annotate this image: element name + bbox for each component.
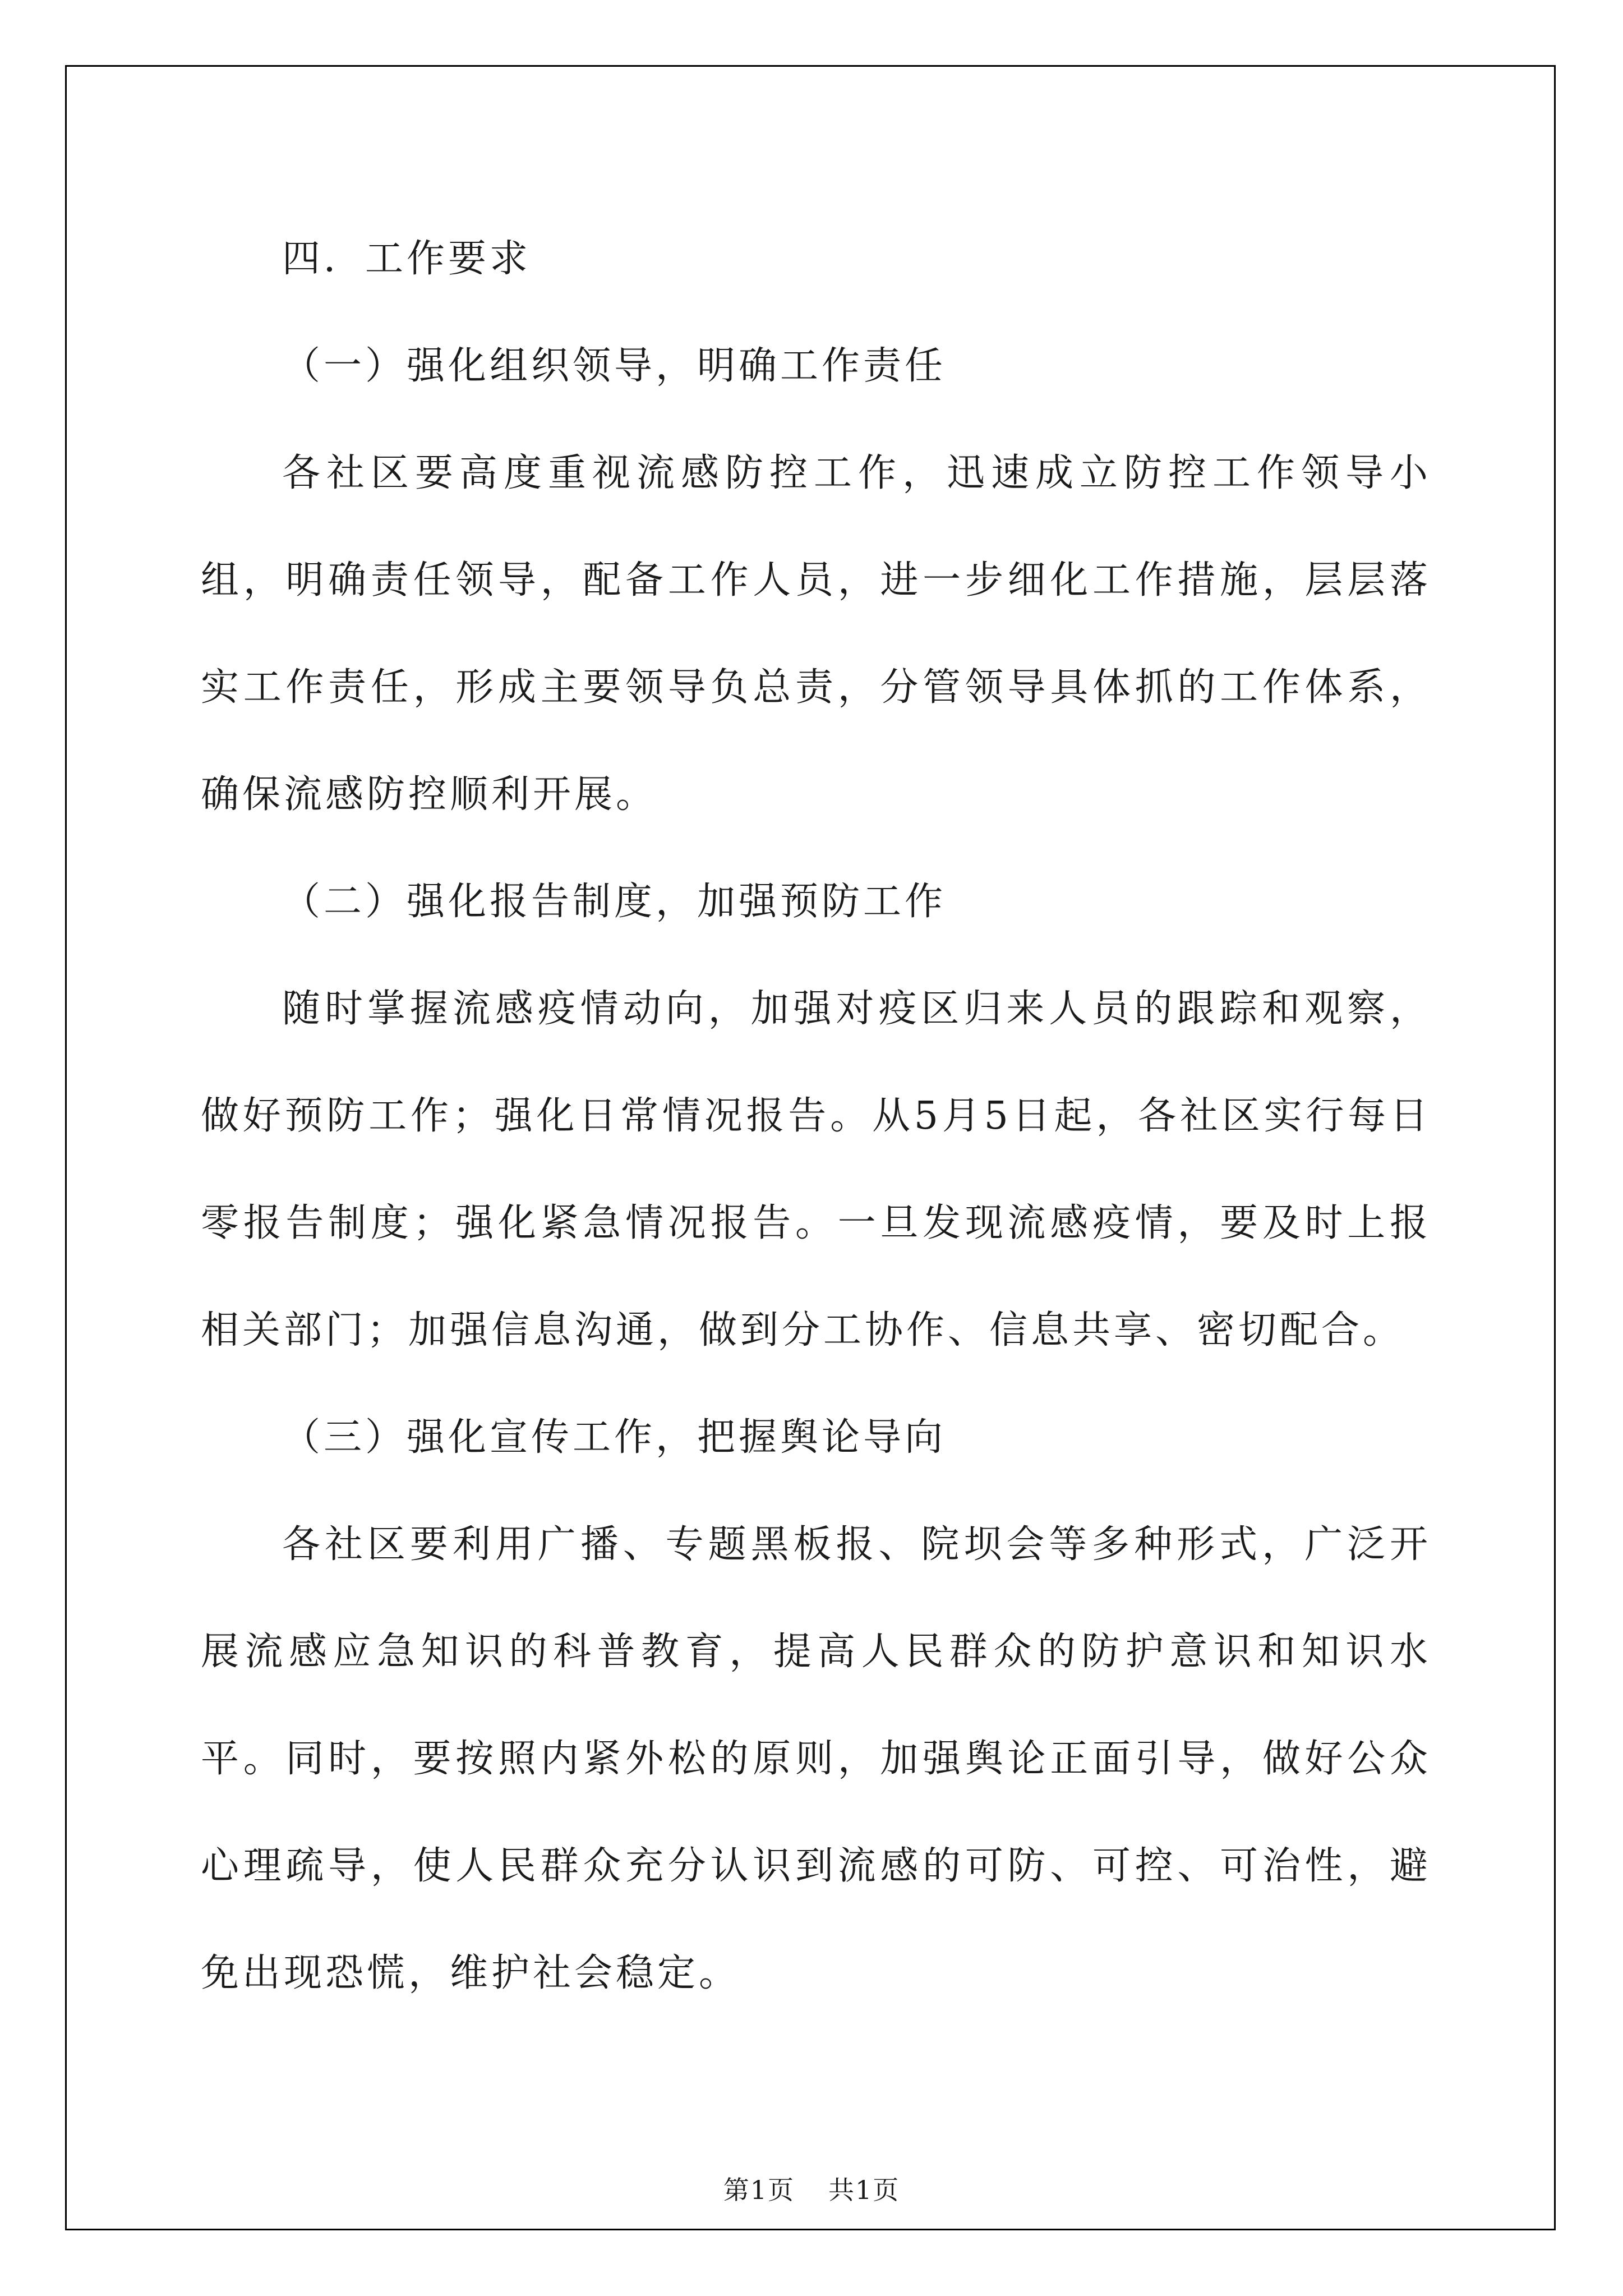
subsection-paragraph-2: 随时掌握流感疫情动向，加强对疫区归来人员的跟踪和观察，做好预防工作；强化日常情况报告。从5月5日起，各社区实行每日零报告制度；强化紧急情况报告。一旦发现流感疫情，要及时上报相关部门；加强信息沟通，做到分工协作、信息共享、密切配合。 xyxy=(201,987,1431,1352)
page-total: 共1页 xyxy=(828,2175,900,2205)
subsection-heading-3: （三）强化宣传工作，把握舆论导向 xyxy=(282,1415,947,1460)
subsection-paragraph-3: 各社区要利用广播、专题黑板报、院坝会等多种形式，广泛开展流感应急知识的科普教育，提高人民群众的防护意识和知识水平。同时，要按照内紧外松的原则，加强舆论正面引导，做好公众心理疏导，使人民群众充分认识到流感的可防、可控、可治性，避免出现恐慌，维护社会稳定。 xyxy=(201,1522,1431,1995)
subsection-paragraph-1: 各社区要高度重视流感防控工作，迅速成立防控工作领导小组，明确责任领导，配备工作人员，进一步细化工作措施，层层落实工作责任，形成主要领导负总责，分管领导具体抓的工作体系，确保流感防控顺利开展。 xyxy=(201,451,1431,817)
section-title: 四．工作要求 xyxy=(282,237,532,281)
subsection-heading-2: （二）强化报告制度，加强预防工作 xyxy=(282,880,947,924)
subsection-heading-1: （一）强化组织领导，明确工作责任 xyxy=(282,344,947,388)
document-body xyxy=(201,205,1431,2027)
page-footer xyxy=(0,2170,1623,2207)
page-number: 第1页 xyxy=(723,2175,795,2205)
